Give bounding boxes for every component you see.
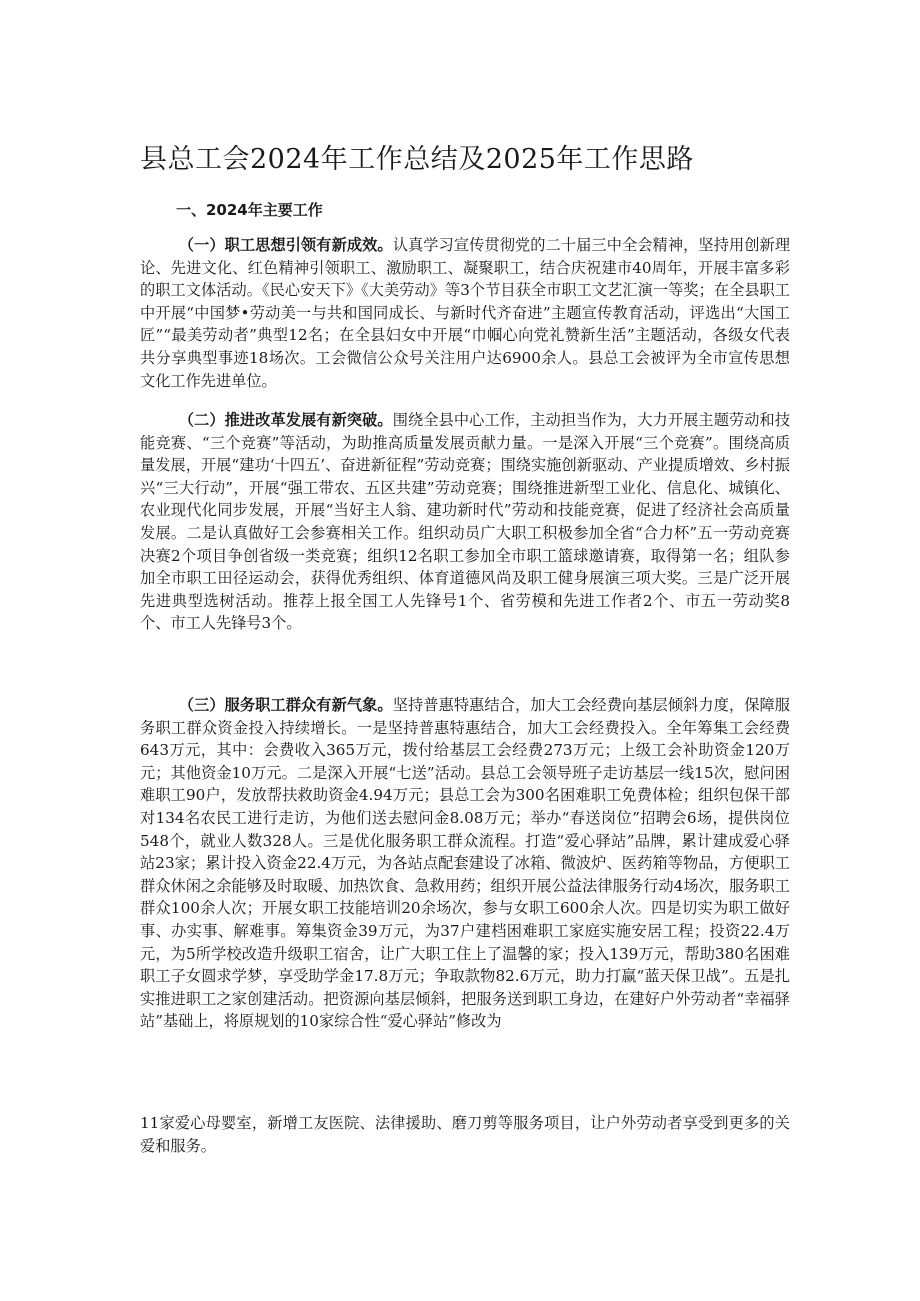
paragraph-lead: （二）推进改革发展有新突破。 <box>178 411 393 429</box>
paragraph-ideological-guidance <box>140 234 790 392</box>
section-heading: 一、2024年主要工作 <box>176 201 323 219</box>
paragraph-continuation <box>140 1112 790 1157</box>
paragraph-body: 坚持普惠特惠结合，加大工会经费向基层倾斜力度，保障服务职工群众资金投入持续增长。一是坚持普惠特惠结合，加大工会经费投入。全年筹集工会经费643万元，其中：会费收入365万元，拨付给基层工会经费273万元；上级工会补助资金120万元；其他资金10万元。二是深入开展“七送”活动。县总工会领导班子走访基层一线15次，慰问困难职工90户，发放帮扶救助资金4.94万元；县总工会为300名困难职工免费体检；组织包保干部对134名农民工进行走访，为他们送去慰问金8.08万元；举办“春送岗位”招聘会6场，提供岗位548个，就业人数328人。三是优化服务职工群众流程。打造“爱心驿站”品牌，累计建成爱心驿站23家；累计投入资金22.4万元，为各站点配套建设了冰箱、微波炉、医药箱等物品，方便职工群众休闲之余能够及时取暖、加热饮食、急救用药；组织开展公益法律服务行动4场次，服务职工群众100余人次；开展女职工技能培训20余场次，参与女职工600余人次。四是切实为职工做好事、办实事、解难事。筹集资金39万元，为37户建档困难职工家庭实施安居工程；投资22.4万元，为5所学校改造升级职工宿舍，让广大职工住上了温馨的家；投入139万元，帮助380名困难职工子女圆求学梦，享受助学金17.8万元；争取款物82.6万元，助力打赢“蓝天保卫战”。五是扎实推进职工之家创建活动。把资源向基层倾斜，把服务送到职工身边，在建好户外劳动者“幸福驿站”基础上，将原规划的10家综合性“爱心驿站”修改为 <box>140 696 791 1031</box>
paragraph-reform-development <box>140 409 790 635</box>
document-title: 县总工会2024年工作总结及2025年工作思路 <box>140 144 694 175</box>
paragraph-body: 11家爱心母婴室，新增工友医院、法律援助、磨刀剪等服务项目，让户外劳动者享受到更多的关爱和服务。 <box>140 1114 790 1155</box>
paragraph-body: 围绕全县中心工作，主动担当作为，大力开展主题劳动和技能竞赛、“三个竞赛”等活动，为助推高质量发展贡献力量。一是深入开展“三个竞赛”。围绕高质量发展，开展“建功‘十四五’、奋进新征程”劳动竞赛；围绕实施创新驱动、产业提质增效、乡村振兴“三大行动”，开展“强工带农、五区共建”劳动竞赛；围绕推进新型工业化、信息化、城镇化、农业现代化同步发展，开展“当好主人翁、建功新时代”劳动和技能竞赛，促进了经济社会高质量发展。二是认真做好工会参赛相关工作。组织动员广大职工积极参加全省“合力杯”五一劳动竞赛决赛2个项目争创省级一类竞赛；组织12名职工参加全市职工篮球邀请赛，取得第一名；组队参加全市职工田径运动会，获得优秀组织、体育道德风尚及职工健身展演三项大奖。三是广泛开展先进典型选树活动。推荐上报全国工人先锋号1个、省劳模和先进工作者2个、市五一劳动奖8个、市工人先锋号3个。 <box>140 411 791 633</box>
paragraph-body: 认真学习宣传贯彻党的二十届三中全会精神，坚持用创新理论、先进文化、红色精神引领职工、激励职工、凝聚职工，结合庆祝建市40周年，开展丰富多彩的职工文体活动。《民心安天下》《大美劳动》等3个节目获全市职工文艺汇演一等奖；在全县职工中开展“中国梦•劳动美一与共和国同成长、与新时代齐奋进”主题宣传教育活动，评选出“大国工匠”“最美劳动者”典型12名；在全县妇女中开展“巾帼心向党礼赞新生活”主题活动，各级女代表共分享典型事迹18场次。工会微信公众号关注用户达6900余人。县总工会被评为全市宣传思想文化工作先进单位。 <box>140 236 791 390</box>
paragraph-lead: （一）职工思想引领有新成效。 <box>178 236 393 254</box>
paragraph-lead: （三）服务职工群众有新气象。 <box>178 696 393 714</box>
paragraph-serving-workers <box>140 694 790 1033</box>
